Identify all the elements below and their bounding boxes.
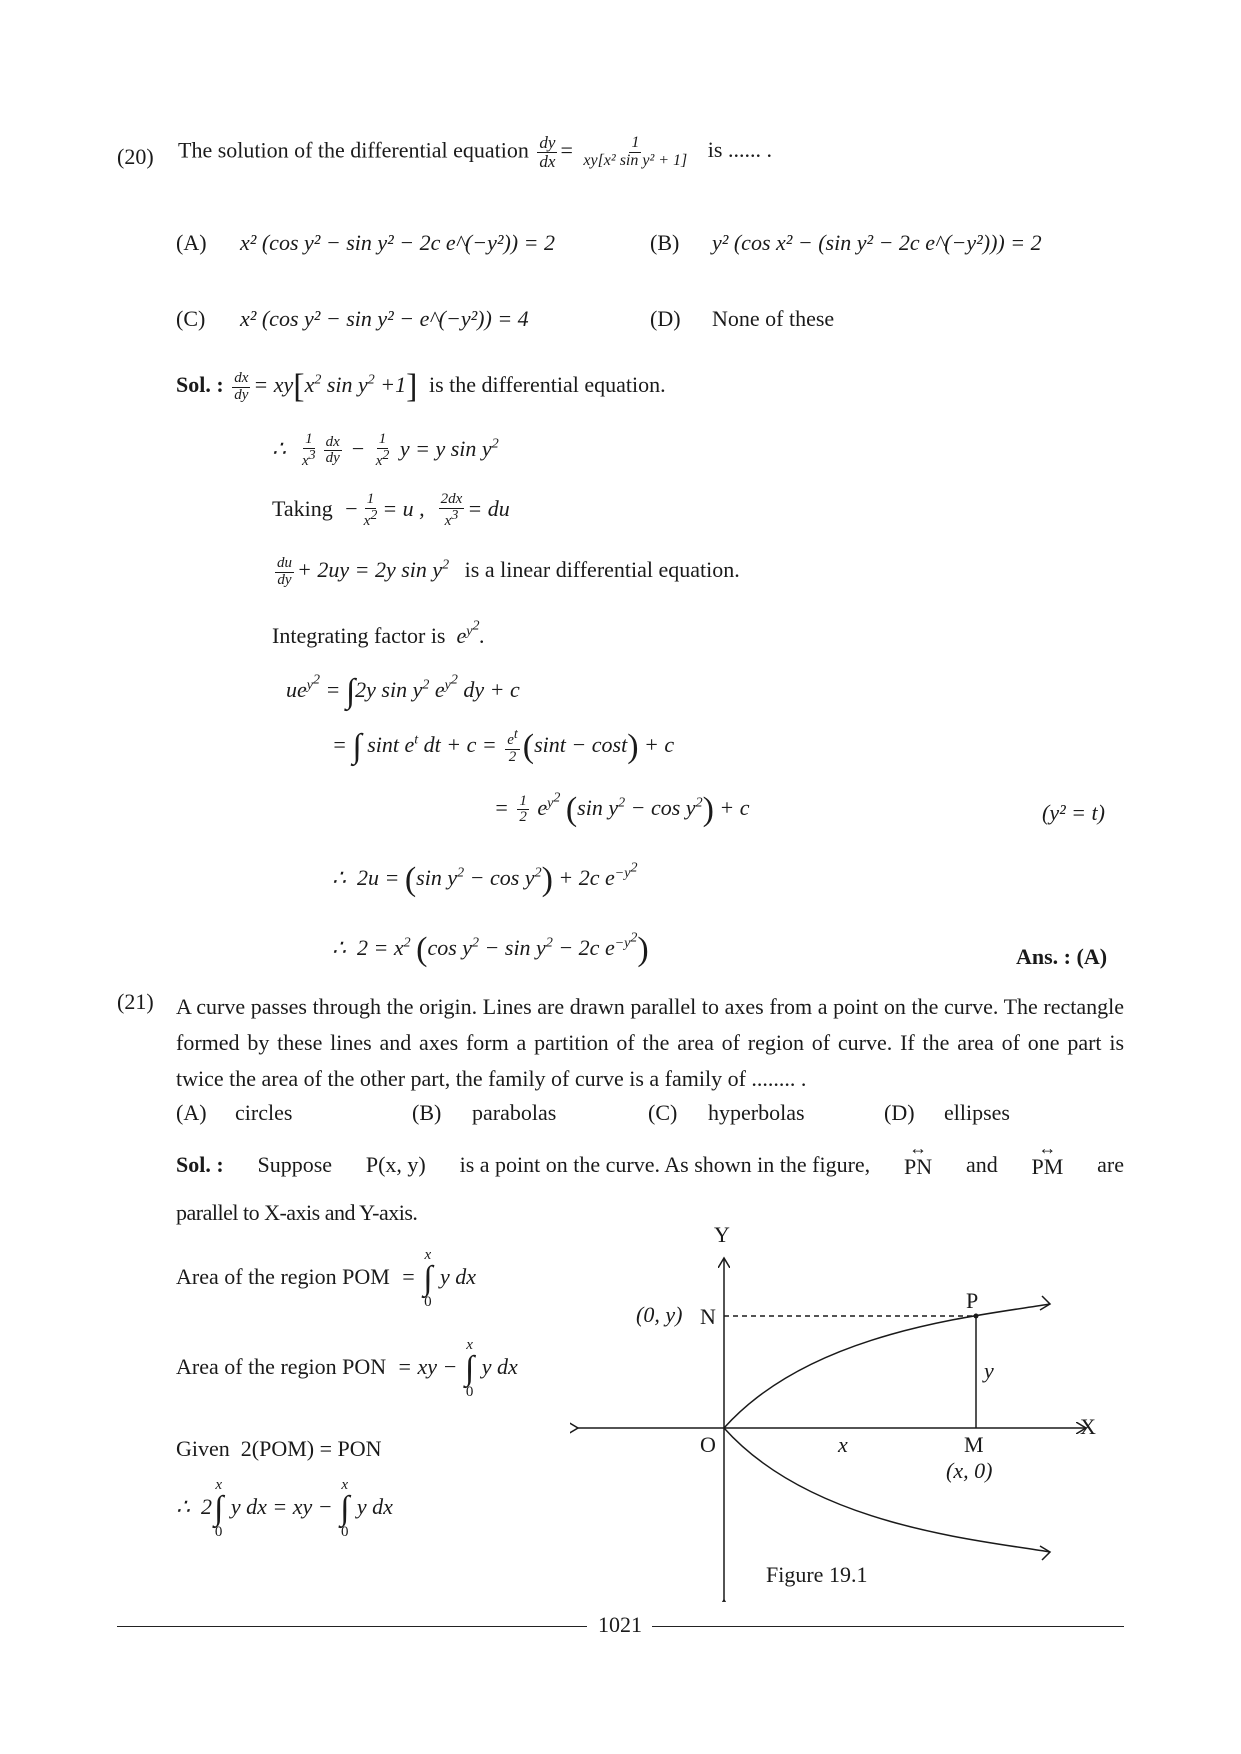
q20-taking-line: Taking − $\frac{1}{x^2}$ = u , $\frac{2dx}{x^3}$ = du xyxy=(272,491,510,529)
q21-option-b-label: (B) xyxy=(412,1100,442,1125)
q21-sol-label: Sol. : xyxy=(176,1152,224,1178)
q20-integral-1: $ue^{y^2} = \int 2y$ $\sin y^2$ $e^{y^2}$ dy + c xyxy=(286,672,520,710)
fig-origin-label: O xyxy=(700,1432,716,1457)
fig-p-label: P xyxy=(966,1288,979,1313)
q20-sol-label: Sol. : xyxy=(176,372,224,398)
q21-point: P(x, y) xyxy=(365,1152,426,1178)
q20-solution-line1: Sol. : $\frac{dx}{dy}$ = $xy[x^2$ $\sin y^2 +1$] is the differential equation. xyxy=(176,368,666,405)
q21-sol-text-1: Suppose xyxy=(257,1152,333,1178)
fig-caption: Figure 19.1 xyxy=(766,1562,868,1587)
q21-are: are xyxy=(1097,1152,1124,1178)
q20-number: (20) xyxy=(117,144,154,169)
q20-question: The solution of the differential equation $\frac{dy}{dx}$ = $\frac{1}{\text{xy[x² sin y² + 1]}}$ is ...... . xyxy=(178,133,772,171)
footer-rule-left xyxy=(117,1626,587,1627)
q21-number: (21) xyxy=(117,989,154,1014)
curve-arrow-bottom xyxy=(1040,1546,1050,1560)
q20-option-a-label: (A) xyxy=(176,230,207,255)
q20-answer: Ans. : (A) xyxy=(1016,944,1108,969)
q21-option-c-label: (C) xyxy=(648,1100,678,1125)
q21-question: A curve passes through the origin. Lines are drawn parallel to axes from a point on the curve. The rectangle formed by these lines and axes form a partition of the area of region of curve. If the area of one part is twice the area of the other part, the family of curve is a family of ........ . xyxy=(176,994,1124,1091)
fig-m-label: M xyxy=(964,1432,984,1457)
q21-sol-text-3: parallel to X-axis and Y-axis. xyxy=(176,1200,418,1225)
q21-area-pom: Area of the region POM = x ∫ 0 y dx xyxy=(176,1247,477,1311)
q21-solution-line1 xyxy=(176,1140,1124,1178)
q20-substitution-note: (y² = t) xyxy=(1042,800,1105,825)
fig-n-label: N xyxy=(700,1304,716,1329)
q20-option-c-label: (C) xyxy=(176,306,206,331)
q21-option-a: circles xyxy=(235,1100,293,1125)
q20-taking: Taking xyxy=(272,495,333,521)
q20-option-d-label: (D) xyxy=(650,306,681,331)
q20-dydx: $\frac{dy}{dx}$ xyxy=(539,133,556,171)
q20-tail: is ...... . xyxy=(707,137,772,163)
q21-pn-line: ↔ PN xyxy=(904,1138,933,1180)
q21-option-b: parabolas xyxy=(472,1100,557,1125)
q20-option-a: x² (cos y² − sin y² − 2c e^(−y²)) = 2 xyxy=(240,230,555,255)
footer-rule-right xyxy=(652,1626,1124,1627)
figure-19-1 xyxy=(570,1222,1130,1602)
q20-option-b: y² (cos x² − (sin y² − 2c e^(−y²))) = 2 xyxy=(712,230,1042,255)
fig-n-coord: (0, y) xyxy=(636,1302,683,1327)
fig-m-coord: (x, 0) xyxy=(946,1458,993,1483)
fig-x-segment-label: x xyxy=(838,1432,848,1457)
page-number: 1021 xyxy=(598,1612,642,1637)
q20-integral-3: = $\frac{1}{2}$ $e^{y^2}$ (sin $y^2 - \cos y^2) + c$ xyxy=(494,790,750,828)
q20-rhs-fraction: $\frac{1}{\text{xy[x² sin y² + 1]}}$ xyxy=(583,134,688,169)
q21-pm-line: ↔ PM xyxy=(1031,1138,1064,1180)
q21-option-c: hyperbolas xyxy=(708,1100,805,1125)
point-p xyxy=(974,1314,979,1319)
q21-option-a-label: (A) xyxy=(176,1100,207,1125)
q20-sol-tail: is the differential equation. xyxy=(428,372,666,398)
q20-integral-2: = ∫ sint $e^t$ dt + c = $\frac{e^t}{2}$ (sint − cost) + c xyxy=(332,727,675,765)
q20-option-b-label: (B) xyxy=(650,230,680,255)
q21-option-d: ellipses xyxy=(944,1100,1010,1125)
q21-area-pon: Area of the region PON = xy − x ∫ 0 y dx xyxy=(176,1337,518,1401)
q20-step-2: ∴ $\frac{1}{x^3}$ $\frac{dx}{dy}$ − $\frac{1}{x^2}$ y = y $\sin y^2$ xyxy=(272,431,499,469)
q20-step-2u: ∴ 2u = (sin $y^2 - \cos y^2) + 2c$ $e^{-y^2}$ xyxy=(332,860,638,898)
q20-if-line: Integrating factor is $e^{y^2}$. xyxy=(272,618,485,648)
q20-text: The solution of the differential equation xyxy=(178,137,529,163)
q21-given: Given 2(POM) = PON xyxy=(176,1436,382,1461)
q20-option-d: None of these xyxy=(712,306,835,331)
q20-if-text: Integrating factor is xyxy=(272,622,446,648)
q20-step-final: ∴ $2 = x^2$ (cos $y^2 - \sin y^2 - 2c$ $e^{-y^2}$) xyxy=(332,930,649,968)
q21-option-d-label: (D) xyxy=(884,1100,915,1125)
fig-y-axis-label: Y xyxy=(714,1222,730,1247)
q21-conclusion: ∴ 2 x ∫ 0 y dx = xy − x ∫ 0 y dx xyxy=(176,1477,393,1541)
q21-and: and xyxy=(965,1152,998,1178)
fig-x-axis-label: X xyxy=(1080,1414,1096,1439)
fig-y-segment-label: y xyxy=(984,1358,994,1383)
q20-option-c: x² (cos y² − sin y² − e^(−y²)) = 4 xyxy=(240,306,529,331)
q20-linear-line: $\frac{du}{dy}$ + 2uy = 2y $\sin y^2$ is a linear differential equation. xyxy=(277,555,740,588)
q21-sol-text-2: is a point on the curve. As shown in the figure, xyxy=(459,1152,871,1178)
curve-arrow-top xyxy=(1040,1296,1050,1310)
q20-linear-tail: is a linear differential equation. xyxy=(464,557,740,583)
